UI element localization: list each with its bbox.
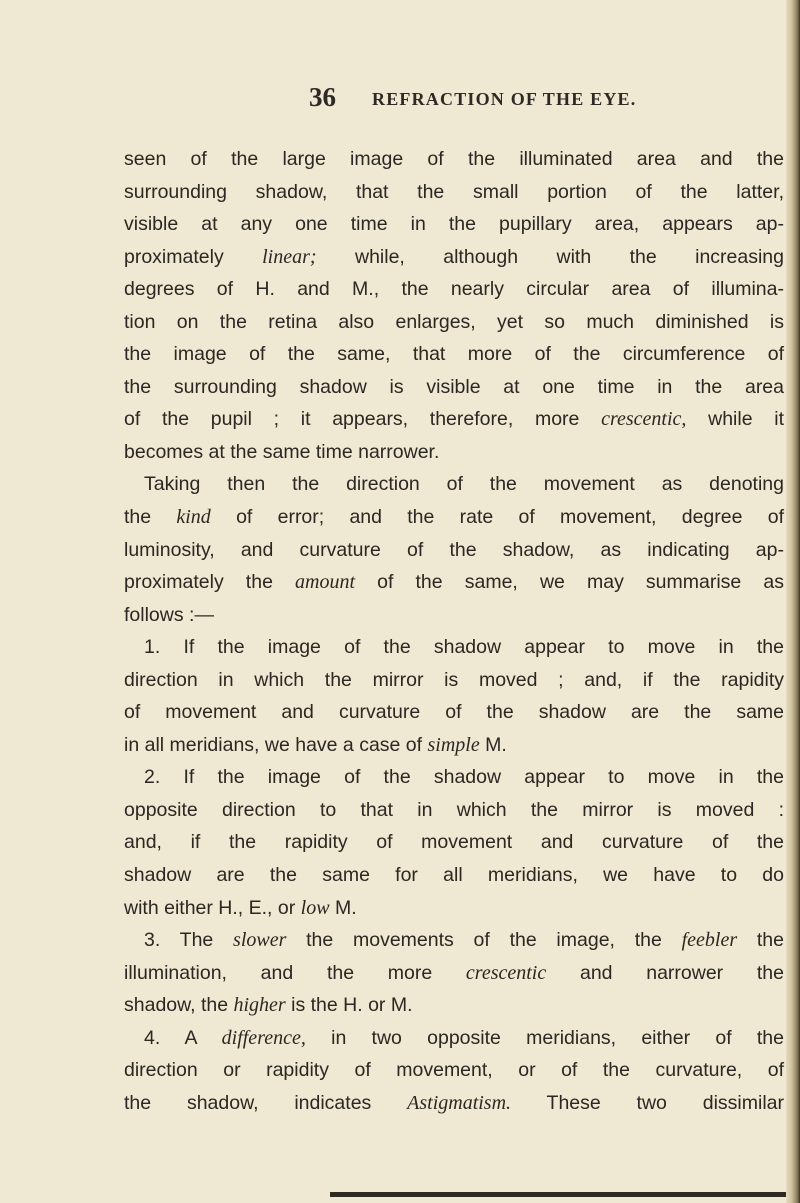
text-segment: 4. A	[144, 1026, 222, 1049]
text-segment: the shadow, indicates	[124, 1091, 408, 1114]
text-segment: the	[737, 929, 784, 952]
text-line	[124, 859, 784, 892]
page-header	[0, 82, 800, 116]
text-segment: illumination, and the more	[124, 961, 466, 984]
text-segment: M.	[479, 733, 507, 756]
italic-text: difference,	[221, 1026, 306, 1049]
text-segment: the surrounding shadow is visible at one time in the area	[124, 375, 784, 398]
text-segment: while, although with the increasing	[316, 245, 784, 268]
text-line	[124, 176, 784, 209]
text-line	[124, 761, 784, 794]
text-segment: of error; and the rate of movement, degree of	[210, 506, 784, 529]
text-line	[124, 436, 784, 469]
text-segment: 2. If the image of the shadow appear to move in the	[144, 766, 784, 789]
text-segment: of the same, we may summarise as	[355, 571, 784, 594]
running-title: REFRACTION OF THE EYE.	[372, 89, 637, 109]
text-segment: luminosity, and curvature of the shadow, as indicating ap-	[124, 538, 784, 561]
text-segment: direction in which the mirror is moved ; and, if the rapidity	[124, 668, 784, 691]
italic-text: feebler	[681, 929, 738, 952]
page-bottom-rule	[330, 1192, 786, 1197]
text-segment: opposite direction to that in which the mirror is moved :	[124, 798, 784, 821]
italic-text: higher	[233, 994, 286, 1017]
italic-text: Astigmatism.	[407, 1091, 512, 1114]
text-line	[124, 989, 784, 1022]
text-line	[124, 599, 784, 632]
text-line	[124, 208, 784, 241]
text-segment: and, if the rapidity of movement and curvature of the	[124, 831, 784, 854]
text-line	[124, 957, 784, 990]
text-line	[124, 143, 784, 176]
text-line	[124, 534, 784, 567]
text-line	[124, 501, 784, 534]
italic-text: simple	[427, 733, 480, 756]
text-segment: shadow are the same for all meridians, we have to do	[124, 864, 784, 887]
italic-text: amount	[295, 571, 356, 594]
text-line	[124, 1054, 784, 1087]
text-segment: proximately the	[124, 571, 296, 594]
text-segment: the	[124, 506, 177, 529]
text-line	[124, 924, 784, 957]
text-segment: visible at any one time in the pupillary area, appears ap-	[124, 213, 784, 236]
text-line	[124, 826, 784, 859]
text-line	[124, 696, 784, 729]
text-segment: M.	[329, 896, 357, 919]
text-segment: degrees of H. and M., the nearly circular area of illumina-	[124, 278, 784, 301]
text-line	[124, 892, 784, 925]
text-segment: tion on the retina also enlarges, yet so much diminished is	[124, 310, 784, 333]
italic-text: kind	[176, 506, 211, 529]
text-line	[124, 241, 784, 274]
text-segment: Taking then the direction of the movement as denoting	[144, 473, 784, 496]
text-segment: follows :—	[124, 603, 214, 626]
text-segment: proximately	[124, 245, 263, 268]
text-line	[124, 468, 784, 501]
text-segment: in all meridians, we have a case of	[124, 733, 428, 756]
text-segment: and narrower the	[546, 961, 784, 984]
text-segment: while it	[686, 408, 785, 431]
text-line	[124, 566, 784, 599]
text-segment: 3. The	[144, 929, 234, 952]
text-line	[124, 729, 784, 762]
text-segment: direction or rapidity of movement, or of the curvature, of	[124, 1059, 784, 1082]
text-line	[124, 338, 784, 371]
text-segment: the image of the same, that more of the circumference of	[124, 343, 784, 366]
italic-text: low	[300, 896, 330, 919]
italic-text: crescentic	[465, 961, 547, 984]
italic-text: linear;	[262, 245, 317, 268]
text-segment: with either H., E., or	[124, 896, 301, 919]
italic-text: slower	[233, 929, 287, 952]
text-line	[124, 371, 784, 404]
text-segment: These two dissimilar	[511, 1091, 784, 1114]
text-line	[124, 1087, 784, 1120]
text-segment: surrounding shadow, that the small portion of the latter,	[124, 180, 784, 203]
text-segment: the movements of the image, the	[286, 929, 682, 952]
text-line	[124, 794, 784, 827]
text-segment: becomes at the same time narrower.	[124, 440, 440, 463]
text-line	[124, 631, 784, 664]
italic-text: crescentic,	[601, 408, 687, 431]
text-segment: in two opposite meridians, either of the	[305, 1026, 784, 1049]
page-number: 36	[309, 82, 336, 112]
page-body-text	[124, 143, 784, 1119]
text-line	[124, 273, 784, 306]
book-page-edge	[786, 0, 800, 1203]
text-segment: seen of the large image of the illuminated area and the	[124, 148, 784, 170]
text-line	[124, 1022, 784, 1055]
text-segment: 1. If the image of the shadow appear to move in the	[144, 636, 784, 659]
text-line	[124, 306, 784, 339]
text-line	[124, 664, 784, 697]
text-segment: shadow, the	[124, 994, 234, 1017]
text-line	[124, 403, 784, 436]
text-segment: is the H. or M.	[285, 994, 413, 1017]
text-segment: of the pupil ; it appears, therefore, more	[124, 408, 602, 431]
text-segment: of movement and curvature of the shadow are the same	[124, 701, 784, 724]
